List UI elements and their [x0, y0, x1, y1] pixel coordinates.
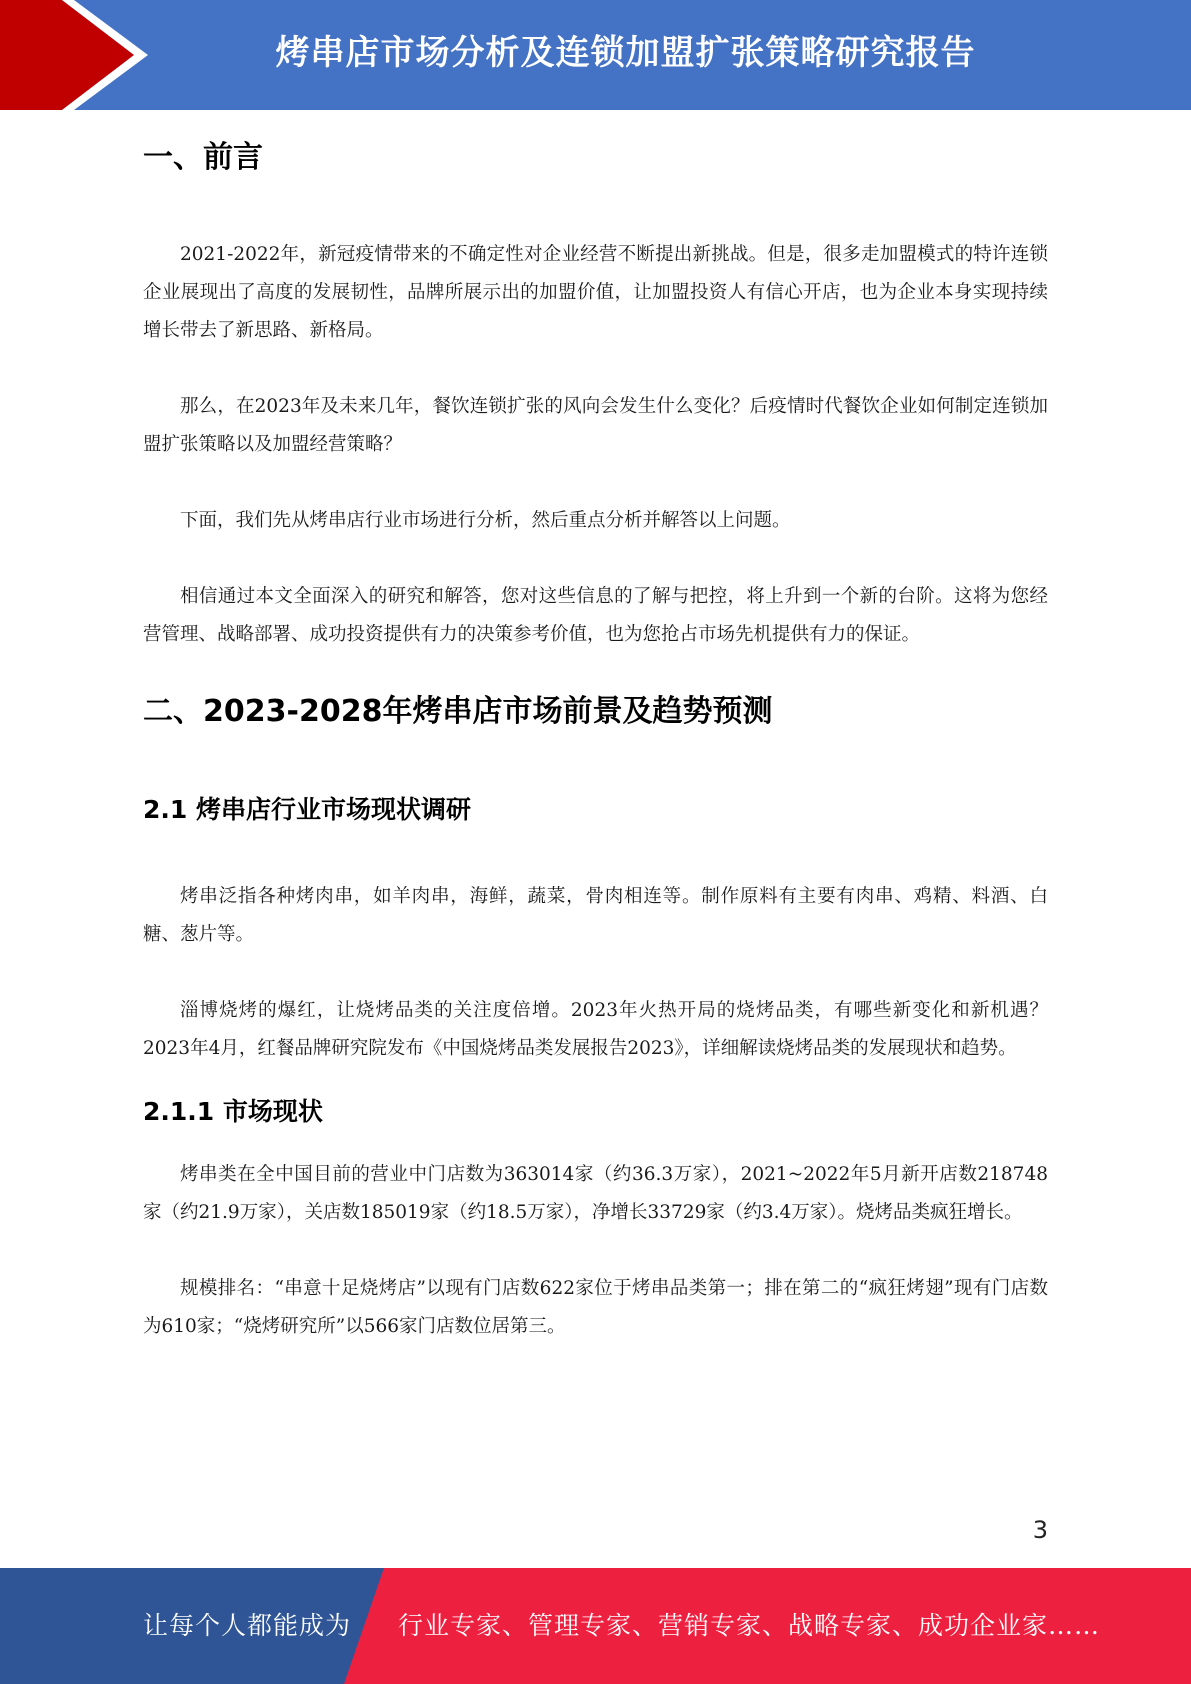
paragraph: 下面，我们先从烤串店行业市场进行分析，然后重点分析并解答以上问题。 [180, 510, 791, 531]
subsection-heading-market-status: 2.1.1 市场现状 [143, 1097, 323, 1126]
document-title: 烤串店市场分析及连锁加盟扩张策略研究报告 [275, 33, 976, 73]
paragraph: 2021-2022年，新冠疫情带来的不确定性对企业经营不断提出新挑战。但是，很多走加盟模式的特许连锁企业展现出了高度的发展韧性，品牌所展示出的加盟价值，让加盟投资人有信心开店，也为企业本身实现持续增长带去了新思路、新格局。 [143, 244, 1048, 341]
footer-banner [0, 1568, 1191, 1684]
paragraph: 那么，在2023年及未来几年，餐饮连锁扩张的风向会发生什么变化？后疫情时代餐饮企业如何制定连锁加盟扩张策略以及加盟经营策略？ [143, 396, 1048, 455]
paragraph: 烤串泛指各种烤肉串，如羊肉串，海鲜，蔬菜，骨肉相连等。制作原料有主要有肉串、鸡精、料酒、白糖、葱片等。 [143, 886, 1048, 945]
page-number: 3 [1032, 1516, 1048, 1544]
section-heading-preface: 一、前言 [143, 140, 263, 175]
footer-slogan-right: 行业专家、管理专家、营销专家、战略专家、成功企业家…… [398, 1611, 1101, 1640]
subsection-heading-research: 2.1 烤串店行业市场现状调研 [143, 795, 471, 824]
paragraph: 相信通过本文全面深入的研究和解答，您对这些信息的了解与把控，将上升到一个新的台阶。这将为您经营管理、战略部署、成功投资提供有力的决策参考价值，也为您抢占市场先机提供有力的保证。 [143, 586, 1048, 645]
paragraph: 淄博烧烤的爆红，让烧烤品类的关注度倍增。2023年火热开局的烧烤品类，有哪些新变化和新机遇？2023年4月，红餐品牌研究院发布《中国烧烤品类发展报告2023》，详细解读烧烤品类的发展现状和趋势。 [143, 1000, 1048, 1059]
paragraph: 规模排名：“串意十足烧烤店”以现有门店数622家位于烤串品类第一；排在第二的“疯狂烤翅”现有门店数为610家；“烧烤研究所”以566家门店数位居第三。 [143, 1278, 1048, 1337]
chevron-decoration-icon [0, 0, 160, 110]
footer-slogan-left: 让每个人都能成为 [143, 1611, 352, 1640]
page-content [143, 136, 1048, 1346]
paragraph: 烤串类在全中国目前的营业中门店数为363014家（约36.3万家），2021~2022年5月新开店数218748家（约21.9万家），关店数185019家（约18.5万家），净增长33729家（约3.4万家）。烧烤品类疯狂增长。 [143, 1164, 1048, 1223]
header-banner [0, 0, 1191, 110]
section-heading-forecast: 二、2023-2028年烤串店市场前景及趋势预测 [143, 694, 773, 729]
